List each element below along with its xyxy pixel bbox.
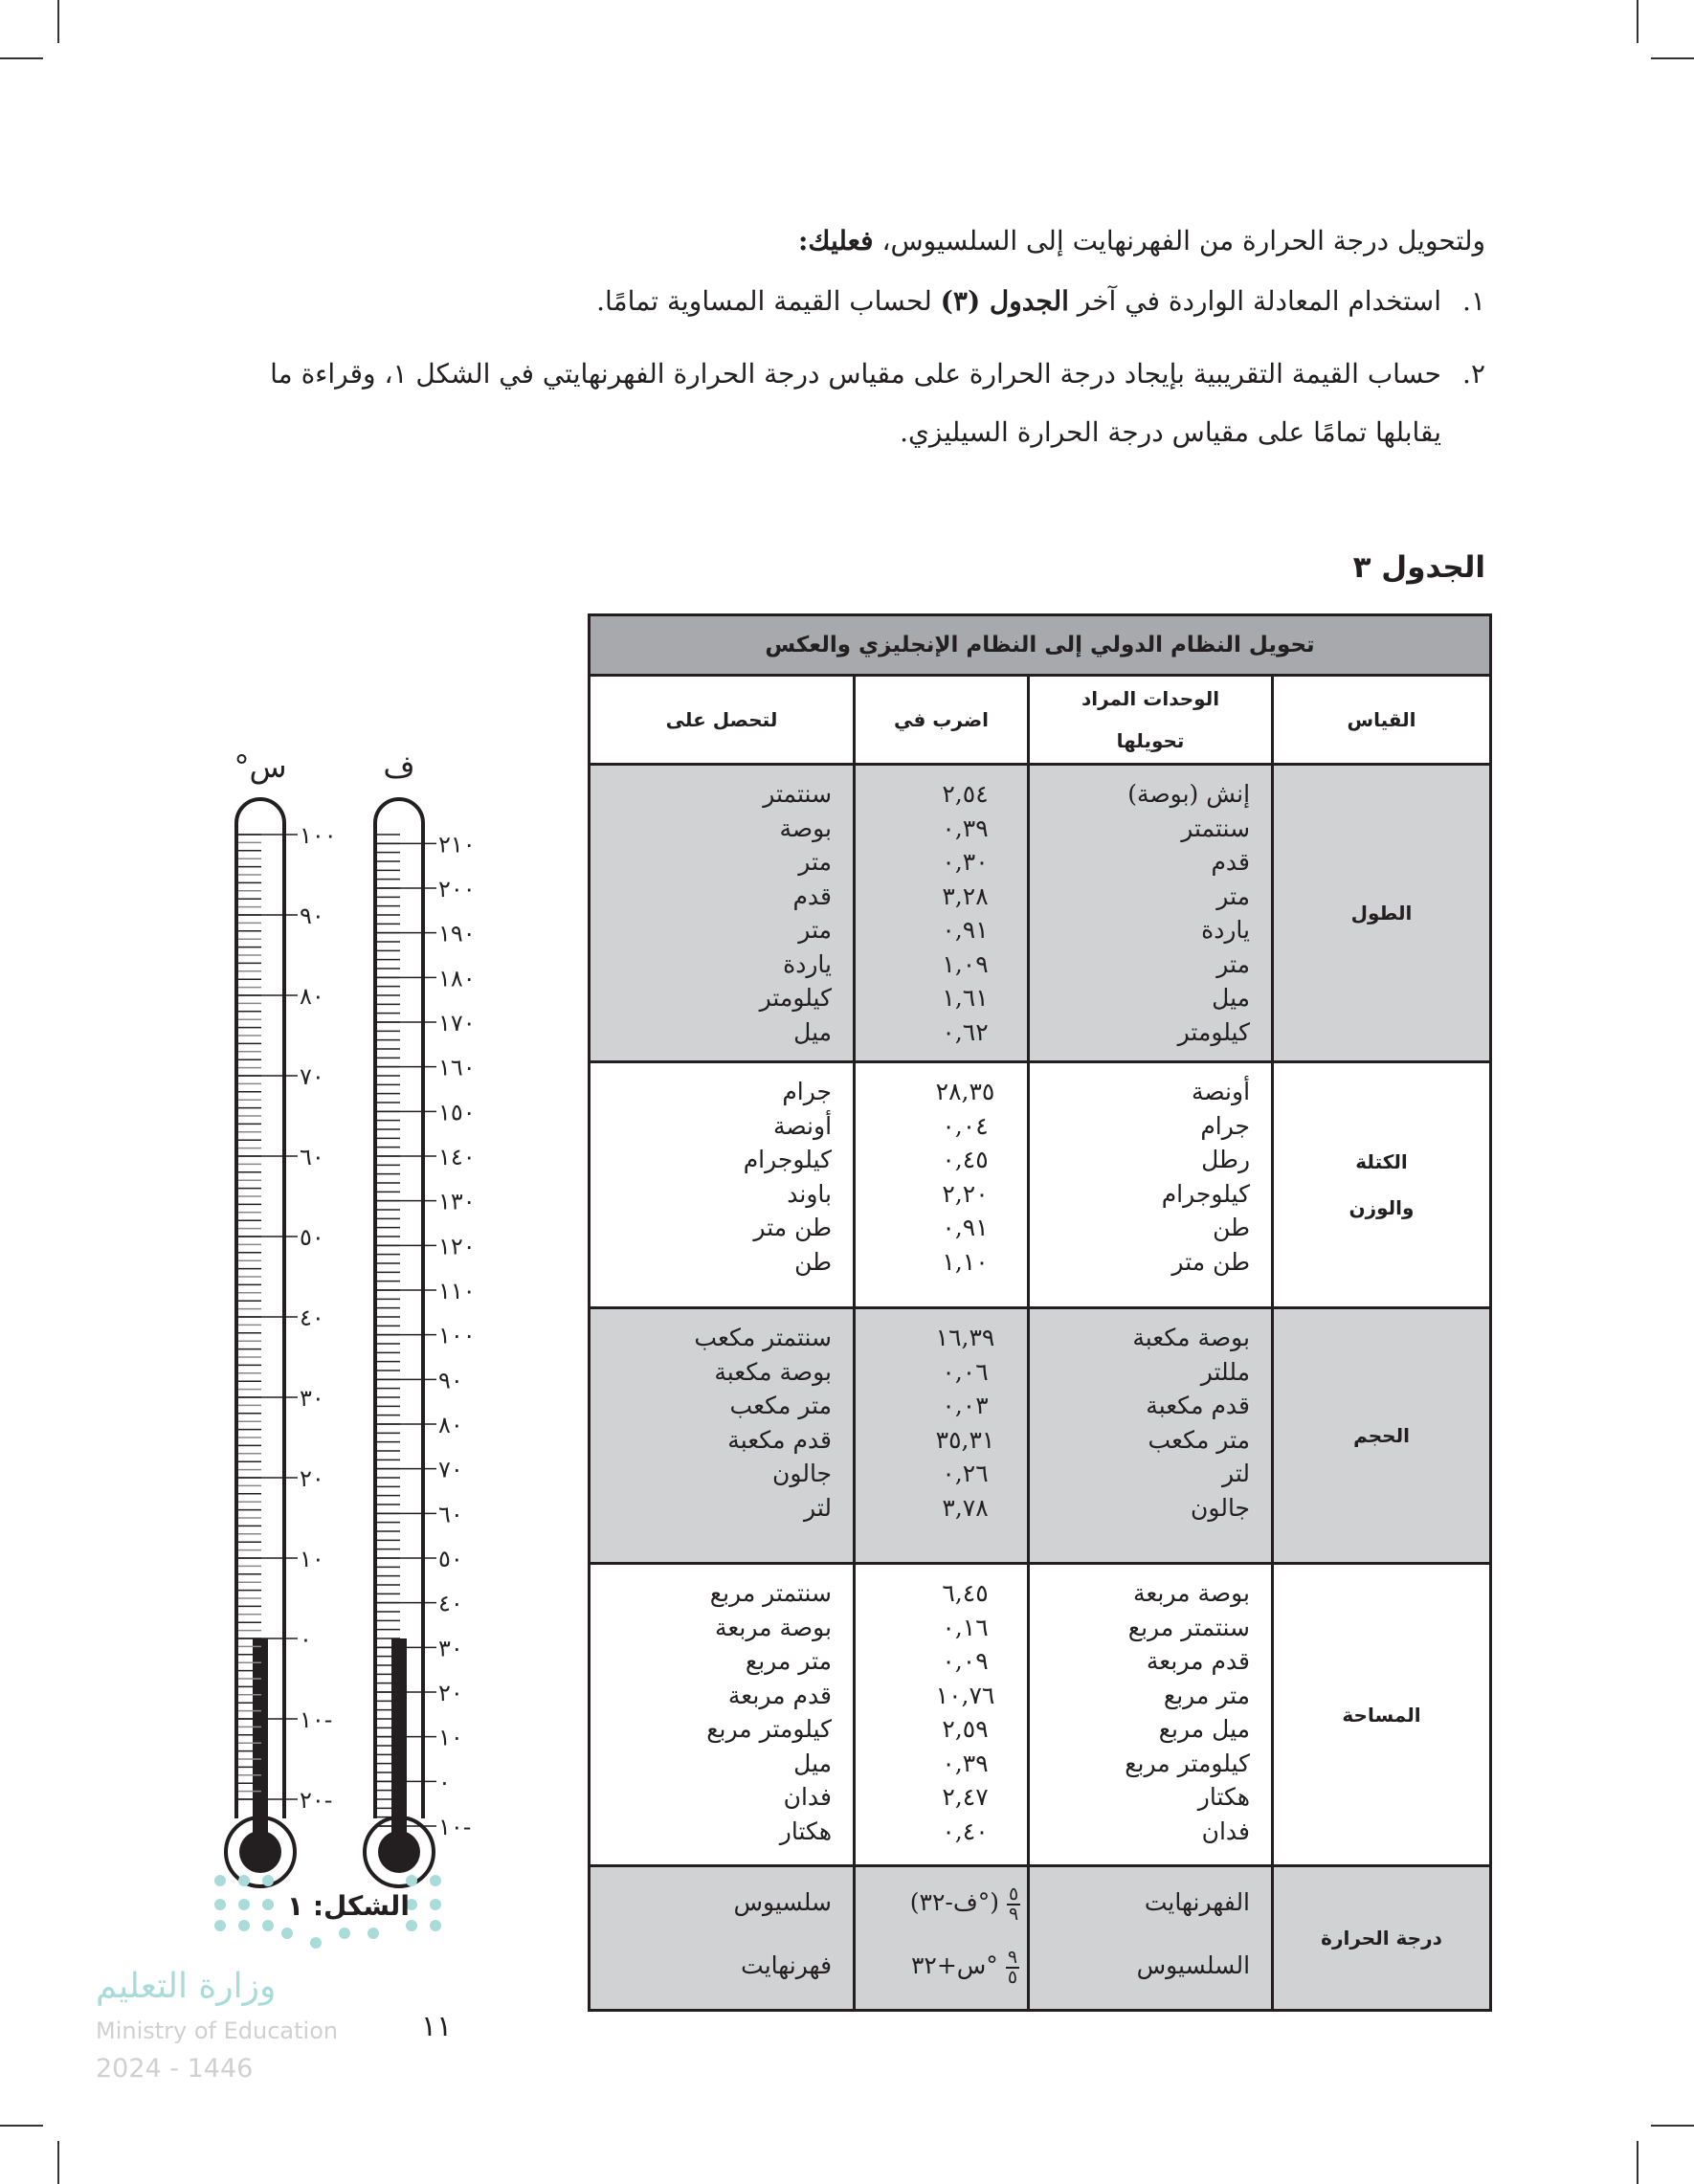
cell-line: بوصة مربعة — [714, 1613, 833, 1641]
tick-label: ٢٠٠ — [438, 876, 476, 903]
crop-mark — [1637, 2141, 1638, 2184]
to-units-cell — [590, 1062, 855, 1308]
logo-dot — [238, 1920, 250, 1931]
cell-line: متر مربع — [1163, 1681, 1251, 1709]
tick-label: ٧٠ — [300, 1063, 324, 1090]
cell-line: ٠,٤٥ — [942, 1146, 989, 1173]
from-units-cell — [1029, 1308, 1273, 1564]
cell-line: سنتمتر مكعب — [694, 1324, 833, 1351]
logo-dot — [214, 1920, 226, 1931]
logo-dot — [406, 1875, 417, 1886]
tick-label: ١٤٠ — [438, 1144, 476, 1170]
cell-line: قدم مكعبة — [1146, 1392, 1251, 1419]
cell-line: طن — [1213, 1214, 1251, 1241]
logo-dot — [310, 1937, 322, 1949]
cell-line: قدم مكعبة — [727, 1425, 833, 1454]
figure-caption: الشكل: ١ — [287, 1890, 410, 1922]
logo-dot — [214, 1899, 226, 1910]
cell-line: ٢٨,٣٥ — [935, 1078, 995, 1105]
cell-line: ٠,٠٤ — [942, 1111, 989, 1140]
cell-line: فدان — [1201, 1816, 1251, 1845]
fraction — [1007, 1885, 1020, 1924]
cell-line: قدم مربعة — [1146, 1647, 1251, 1675]
cell-line: هكتار — [779, 1816, 833, 1845]
tick-label: ١٠ — [300, 1546, 324, 1572]
cell-line: ٠,٣٩ — [942, 813, 989, 842]
logo-dot — [368, 1928, 379, 1939]
measure-cell: درجة الحرارة — [1273, 1866, 1491, 2011]
tick-label: ١١٠ — [438, 1278, 476, 1304]
denominator: ٩ — [1009, 1903, 1019, 1925]
measure-cell: الطول — [1273, 765, 1491, 1062]
cell-line: جالون — [1191, 1493, 1251, 1522]
cell-line: ميل — [793, 1749, 833, 1777]
to-units-cell — [590, 1564, 855, 1866]
cell-line: فهرنهايت — [741, 1951, 833, 1979]
table-row-temperature — [590, 1866, 1491, 2011]
cell-line: الفهرنهايت — [1144, 1888, 1251, 1916]
cell-line: قدم مربعة — [727, 1681, 833, 1709]
cell-line: بوصة — [779, 813, 833, 842]
cell-line: ياردة — [783, 949, 833, 978]
cell-line: ياردة — [1201, 916, 1251, 944]
crop-mark — [0, 2125, 43, 2127]
denominator: ٥ — [1007, 1966, 1018, 1988]
cell-line: متر — [1216, 881, 1251, 910]
tick-label: ١٨٠ — [438, 965, 476, 992]
cell-line: بوصة مكعبة — [714, 1357, 833, 1386]
formula-expression: °س+٣٢ — [910, 1951, 998, 1979]
tick-label: ٦٠ — [300, 1144, 324, 1170]
tick-label: ١٩٠ — [438, 920, 476, 947]
cell-line: لتر — [804, 1493, 833, 1522]
cell-line: ٠,٣٩ — [942, 1749, 989, 1777]
formula — [903, 1871, 1027, 1934]
cell-line: ١,٦١ — [942, 984, 989, 1012]
header-measure: القياس — [1273, 676, 1491, 765]
cell-line: هكتار — [1197, 1783, 1251, 1811]
list-item-1 — [596, 285, 1485, 317]
tick-label: ١٢٠ — [438, 1233, 476, 1260]
conversion-table — [588, 613, 1492, 2012]
crop-mark — [1651, 2125, 1694, 2127]
tick-label: ٤٠ — [438, 1590, 463, 1617]
item-text: يقابلها تمامًا على مقياس درجة الحرارة السيليزي. — [900, 416, 1441, 448]
crop-mark — [1637, 0, 1638, 43]
tick-label: ٨٠ — [438, 1412, 463, 1438]
header-to: لتحصل على — [590, 676, 855, 765]
cell-line: كيلوجرام — [1161, 1179, 1251, 1208]
cell-line: ٠,٠٦ — [942, 1357, 989, 1386]
logo-dot — [339, 1928, 350, 1939]
tick-label: ١٠- — [300, 1706, 333, 1733]
cell-line: طن متر — [753, 1214, 833, 1241]
cell-line: ٢,٥٩ — [942, 1715, 989, 1743]
table-heading: الجدول ٣ — [1352, 550, 1485, 585]
cell-line: سنتمتر — [1181, 813, 1251, 842]
logo-dot — [430, 1875, 441, 1886]
unit-label: ف — [383, 748, 415, 785]
cell-line: سنتمتر مربع — [709, 1579, 833, 1607]
cell-line: كيلومتر مربع — [1125, 1749, 1251, 1777]
table-row — [590, 1308, 1491, 1564]
cell-line: ميل — [1212, 984, 1251, 1012]
formula-cell — [855, 1866, 1029, 2011]
cell-line: بوصة مكعبة — [1132, 1324, 1251, 1351]
tick-label: ٤٠ — [300, 1304, 324, 1331]
header-from: الوحدات المراد تحويلها — [1029, 676, 1273, 765]
cell-line: طن — [794, 1247, 833, 1276]
intro-lead-bold: فعليك: — [798, 225, 874, 256]
cell-line: سنتمتر — [763, 780, 833, 808]
item-bold-ref: الجدول (٣) — [940, 285, 1069, 317]
tick-label: ٥٠ — [300, 1224, 324, 1251]
multiply-cell — [855, 765, 1029, 1062]
cell-line: ميل مربع — [1158, 1715, 1251, 1743]
tick-label: ١٠- — [438, 1814, 472, 1840]
cell-line: ٠,٤٠ — [942, 1816, 989, 1845]
cell-line: فدان — [783, 1783, 833, 1811]
from-units-cell — [1029, 1866, 1273, 2011]
tick-label: ٥٠ — [438, 1546, 463, 1572]
list-item-2-cont — [900, 416, 1441, 448]
cell-line: ٠,١٦ — [942, 1613, 989, 1641]
logo-dot — [430, 1899, 441, 1910]
to-units-cell — [590, 1866, 855, 2011]
cell-line: متر مكعب — [1148, 1425, 1251, 1454]
crop-mark — [1651, 57, 1694, 59]
formula-expression: (°ف-٣٢) — [909, 1888, 1000, 1916]
cell-line: ٠,٩١ — [942, 1214, 989, 1241]
logo-dot — [281, 1928, 293, 1939]
cell-line: ٢,٥٤ — [942, 780, 989, 808]
tick-label: ١٦٠ — [438, 1054, 476, 1081]
cell-line: إنش (بوصة) — [1127, 780, 1251, 808]
tick-label: ١٣٠ — [438, 1188, 476, 1215]
unit-label: °س — [234, 748, 287, 785]
cell-line: ٣,٢٨ — [942, 881, 989, 910]
to-units-cell — [590, 765, 855, 1062]
item-number: ١. — [1462, 285, 1485, 317]
intro-paragraph — [798, 225, 1485, 256]
tick-label: ٩٠ — [438, 1367, 463, 1394]
logo-dot — [430, 1920, 441, 1931]
tick-label: ١٥٠ — [438, 1099, 476, 1126]
tick-label: ٢٠ — [300, 1465, 324, 1492]
cell-line: ٢,٢٠ — [942, 1179, 989, 1208]
tick-label: ٣٠ — [300, 1385, 324, 1412]
cell-line: ميل — [793, 1017, 833, 1046]
multiply-cell — [855, 1062, 1029, 1308]
measure-cell: المساحة — [1273, 1564, 1491, 1866]
cell-line: أونصة — [1191, 1078, 1251, 1105]
tick-label: ٢٠ — [438, 1680, 463, 1706]
table-row — [590, 765, 1491, 1062]
tick-label: ٠ — [300, 1626, 312, 1653]
tick-label: ١٠٠ — [438, 1322, 476, 1349]
thermometers-figure — [0, 0, 574, 1962]
cell-line: رطل — [1201, 1146, 1251, 1173]
logo-dot — [262, 1899, 274, 1910]
cell-line: باوند — [787, 1179, 833, 1208]
page-number: ١١ — [421, 2010, 453, 2043]
cell-line: طن متر — [1171, 1247, 1251, 1276]
cell-line: سنتمتر مربع — [1127, 1613, 1251, 1641]
from-units-cell — [1029, 765, 1273, 1062]
table-row — [590, 1564, 1491, 1866]
cell-line: قدم — [792, 881, 833, 910]
cell-line: ١٠,٧٦ — [935, 1681, 995, 1709]
cell-line: كيلومتر مربع — [706, 1715, 833, 1743]
cell-line: متر — [798, 848, 833, 876]
ministry-logo-english: Ministry of Education — [96, 2017, 339, 2044]
table-title: تحويل النظام الدولي إلى النظام الإنجليزي والعكس — [590, 615, 1491, 676]
tick-label: ١٠ — [438, 1724, 463, 1751]
formula — [903, 1934, 1027, 1997]
logo-dot — [238, 1875, 250, 1886]
cell-line: ٠,٣٠ — [942, 848, 989, 876]
cell-line: ٣٥,٣١ — [935, 1425, 995, 1454]
header-multiply: اضرب في — [855, 676, 1029, 765]
intro-lead: ولتحويل درجة الحرارة من الفهرنهايت إلى السلسيوس، — [873, 225, 1485, 256]
tick-label: ٢١٠ — [438, 831, 476, 858]
cell-line: كيلومتر — [759, 984, 833, 1012]
multiply-cell — [855, 1564, 1029, 1866]
tick-label: ٣٠ — [438, 1635, 463, 1662]
from-units-cell — [1029, 1062, 1273, 1308]
cell-line: متر مكعب — [729, 1392, 833, 1419]
cell-line: ٠,٠٣ — [942, 1392, 989, 1419]
tick-label: ٠ — [438, 1769, 451, 1796]
logo-dot — [214, 1875, 226, 1886]
cell-line: ٦,٤٥ — [942, 1579, 989, 1607]
numerator: ٥ — [1009, 1883, 1019, 1905]
logo-dot — [238, 1899, 250, 1910]
multiply-cell — [855, 1308, 1029, 1564]
cell-line: سلسيوس — [733, 1888, 833, 1916]
tick-label: ٧٠ — [438, 1456, 463, 1483]
cell-line: بوصة مربعة — [1132, 1579, 1251, 1607]
from-units-cell — [1029, 1564, 1273, 1866]
cell-line: لتر — [1222, 1460, 1251, 1487]
measure-cell: الكتلة والوزن — [1273, 1062, 1491, 1308]
cell-line: ٠,٠٩ — [942, 1647, 989, 1675]
cell-line: جالون — [772, 1460, 833, 1487]
tick-label: ٨٠ — [300, 983, 324, 1010]
measure-cell: الحجم — [1273, 1308, 1491, 1564]
cell-line: جرام — [1200, 1111, 1251, 1140]
cell-line: ٠,٦٢ — [942, 1017, 989, 1046]
cell-line: جرام — [782, 1078, 833, 1105]
item-text: استخدام المعادلة الواردة في آخر — [1068, 285, 1441, 317]
item-number: ٢. — [1462, 358, 1485, 390]
cell-line: ١,١٠ — [942, 1247, 989, 1276]
logo-dot — [262, 1875, 274, 1886]
tick-label: ٢٠- — [300, 1787, 333, 1814]
numerator: ٩ — [1007, 1946, 1018, 1968]
cell-line: متر مربع — [745, 1647, 833, 1675]
item-text: لحساب القيمة المساوية تمامًا. — [596, 285, 941, 317]
cell-line: متر — [1216, 949, 1251, 978]
tick-label: ١٧٠ — [438, 1010, 476, 1036]
cell-line: كيلوجرام — [743, 1146, 833, 1173]
ministry-logo-year: 2024 - 1446 — [96, 2054, 254, 2084]
table-row — [590, 1062, 1491, 1308]
item-text: حساب القيمة التقريبية بإيجاد درجة الحرارة على مقياس درجة الحرارة الفهرنهايتي في الشكل ١، وقراءة ما — [270, 358, 1441, 390]
cell-line: ١٦,٣٩ — [935, 1324, 995, 1351]
cell-line: كيلومتر — [1177, 1017, 1251, 1046]
cell-line: ٢,٤٧ — [942, 1783, 989, 1811]
tick-label: ٩٠ — [300, 903, 324, 929]
cell-line: قدم — [1211, 848, 1251, 876]
cell-line: ٣,٧٨ — [942, 1493, 989, 1522]
cell-line: ١,٠٩ — [942, 949, 989, 978]
cell-line: متر — [798, 916, 833, 944]
cell-line: مللتر — [1200, 1357, 1251, 1386]
logo-dot — [262, 1920, 274, 1931]
tick-label: ١٠٠ — [300, 822, 337, 849]
fraction — [1006, 1946, 1019, 1988]
cell-line: أونصة — [772, 1111, 833, 1140]
tick-label: ٦٠ — [438, 1501, 463, 1528]
to-units-cell — [590, 1308, 855, 1564]
cell-line: ٠,٢٦ — [942, 1460, 989, 1487]
cell-line: السلسيوس — [1136, 1951, 1251, 1979]
ministry-logo-text: وزارة التعليم — [96, 1967, 277, 2006]
crop-mark — [57, 2141, 59, 2184]
cell-line: ٠,٩١ — [942, 916, 989, 944]
